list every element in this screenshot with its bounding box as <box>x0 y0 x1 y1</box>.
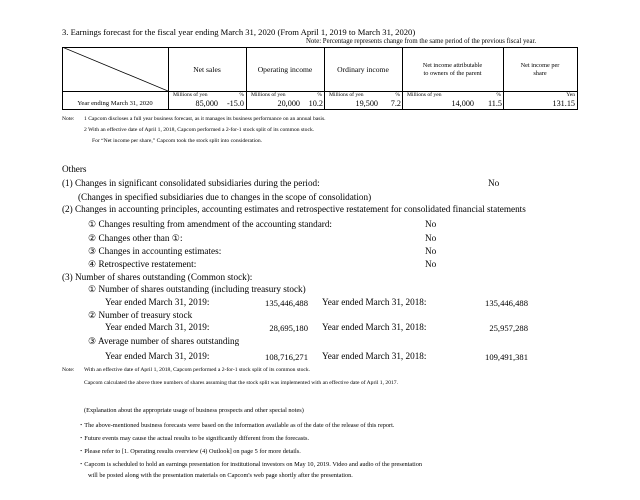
unit-ordinary-income: Millions of yen <box>329 92 364 98</box>
accounting-change-3-value: No <box>425 246 437 256</box>
explanation-bullet-4: ・Capcom is scheduled to hold an earnings presentation for institutional investors on May 10, 2019. Video and audio of the presentation <box>78 461 423 468</box>
value-ordinary-income: 19,500 <box>355 99 378 108</box>
shares-2-cur-label: Year ended March 31, 2019: <box>105 322 210 332</box>
accounting-change-4: ④ Retrospective restatement: <box>88 259 197 269</box>
value-ordinary-income-pct: 7.2 <box>390 99 401 108</box>
shares-3-cur-value: 108,716,271 <box>265 352 308 362</box>
row-label: Year ending March 31, 2020 <box>77 100 153 107</box>
shares-1-cur-value: 135,446,488 <box>265 298 308 308</box>
others-item-1-sub: (Changes in specified subsidiaries due to changes in the scope of consolidation) <box>78 192 372 202</box>
header-ordinary-income: Ordinary income <box>337 65 389 74</box>
explanation-bullet-1: ・The above-mentioned business forecasts were based on the information available as of the date of the release of this report. <box>78 422 395 429</box>
header-eps-line1: Net income per <box>520 61 560 69</box>
value-net-income: 14,000 <box>451 99 474 108</box>
accounting-change-1: ① Changes resulting from amendment of the accounting standard: <box>88 219 332 229</box>
header-net-income-line1: Net income attributable <box>422 61 483 69</box>
explanation-continuation: will be posted along with the presentation materials on Capcom's web page shortly after the presentation. <box>88 472 353 479</box>
shares-1-prev-value: 135,446,488 <box>485 298 528 308</box>
shares-2-prev-value: 25,957,288 <box>489 323 528 333</box>
header-net-income-line2: to owners of the parent <box>423 69 482 77</box>
shares-3-prev-label: Year ended March 31, 2018: <box>322 351 427 361</box>
diagonal-line <box>62 47 168 92</box>
header-eps-line2: share <box>533 69 547 77</box>
unit-ordinary-income-pct: % <box>395 92 400 98</box>
accounting-change-2: ② Changes other than ①: <box>88 233 183 243</box>
value-operating-income-pct: 10.2 <box>308 99 323 108</box>
value-net-sales: 85,000 <box>195 99 218 108</box>
value-net-sales-pct: -15.0 <box>226 99 244 108</box>
explanation-title: (Explanation about the appropriate usage of business prospects and other special notes) <box>84 407 304 414</box>
others-item-2: (2) Changes in accounting principles, accounting estimates and retrospective restatement for consolidated financial statements <box>62 204 526 214</box>
header-net-sales: Net sales <box>193 65 221 74</box>
unit-net-sales-pct: % <box>239 92 244 98</box>
percent-note: Note: Percentage represents change from the same period of the previous fiscal year. <box>306 38 537 45</box>
table-note-2: 2 With an effective date of April 1, 2018, Capcom performed a 2-for-1 stock split of its common stock. <box>84 127 315 133</box>
value-net-income-pct: 11.5 <box>487 99 502 108</box>
others-item-3: (3) Number of shares outstanding (Common stock): <box>62 272 253 282</box>
table-note-1: 1 Capcom discloses a full year business forecast, as it manages its business performance on an annual basis. <box>84 116 326 122</box>
shares-2-title: ② Number of treasury stock <box>88 310 193 320</box>
accounting-change-4-value: No <box>425 259 437 269</box>
unit-net-sales: Millions of yen <box>173 92 208 98</box>
others-title: Others <box>62 164 87 174</box>
header-operating-income: Operating income <box>257 65 313 74</box>
table-note-label: Note: <box>62 116 75 122</box>
others-item-1: (1) Changes in significant consolidated subsidiaries during the period: <box>62 178 320 188</box>
shares-2-cur-value: 28,695,180 <box>269 323 308 333</box>
table-border-bottom <box>62 109 578 110</box>
others-item-1-value: No <box>488 178 500 188</box>
header-eps <box>503 47 577 92</box>
explanation-bullet-3: ・Please refer to [1. Operating results overview (4) Outlook] on page 5 for more details. <box>78 448 301 455</box>
unit-net-income-pct: % <box>496 92 501 98</box>
unit-net-income: Millions of yen <box>407 92 442 98</box>
accounting-change-1-value: No <box>425 219 437 229</box>
shares-note-2: Capcom calculated the above three numbers of shares assuming that the stock split was implemented with an effective date of April 1, 2017. <box>84 380 398 386</box>
shares-1-prev-label: Year ended March 31, 2018: <box>322 297 427 307</box>
explanation-bullet-2: ・Future events may cause the actual results to be significantly different from the forecasts. <box>78 435 310 442</box>
table-note-3: For “Net income per share,” Capcom took the stock split into consideration. <box>92 138 263 144</box>
shares-2-prev-label: Year ended March 31, 2018: <box>322 322 427 332</box>
value-operating-income: 20,000 <box>277 99 300 108</box>
value-eps: 131.15 <box>552 99 575 108</box>
header-net-income-parent <box>402 47 503 92</box>
shares-3-cur-label: Year ended March 31, 2019: <box>105 351 210 361</box>
shares-1-cur-label: Year ended March 31, 2019: <box>105 297 210 307</box>
shares-3-title: ③ Average number of shares outstanding <box>88 336 240 346</box>
shares-note-label: Note: <box>62 367 75 373</box>
unit-eps: Yen <box>566 92 575 98</box>
shares-3-prev-value: 109,491,381 <box>485 352 528 362</box>
accounting-change-3: ③ Changes in accounting estimates: <box>88 246 222 256</box>
unit-operating-income-pct: % <box>317 92 322 98</box>
shares-note-1: With an effective date of April 1, 2018, Capcom performed a 2-for-1 stock split of its common stock. <box>84 367 311 373</box>
unit-operating-income: Millions of yen <box>251 92 286 98</box>
accounting-change-2-value: No <box>425 233 437 243</box>
section-title: 3. Earnings forecast for the fiscal year ending March 31, 2020 (From April 1, 2019 to March 31, 2020) <box>62 27 416 37</box>
shares-1-title: ① Number of shares outstanding (including treasury stock) <box>88 284 306 294</box>
forecast-table <box>62 47 578 110</box>
table-border-right <box>577 47 578 110</box>
